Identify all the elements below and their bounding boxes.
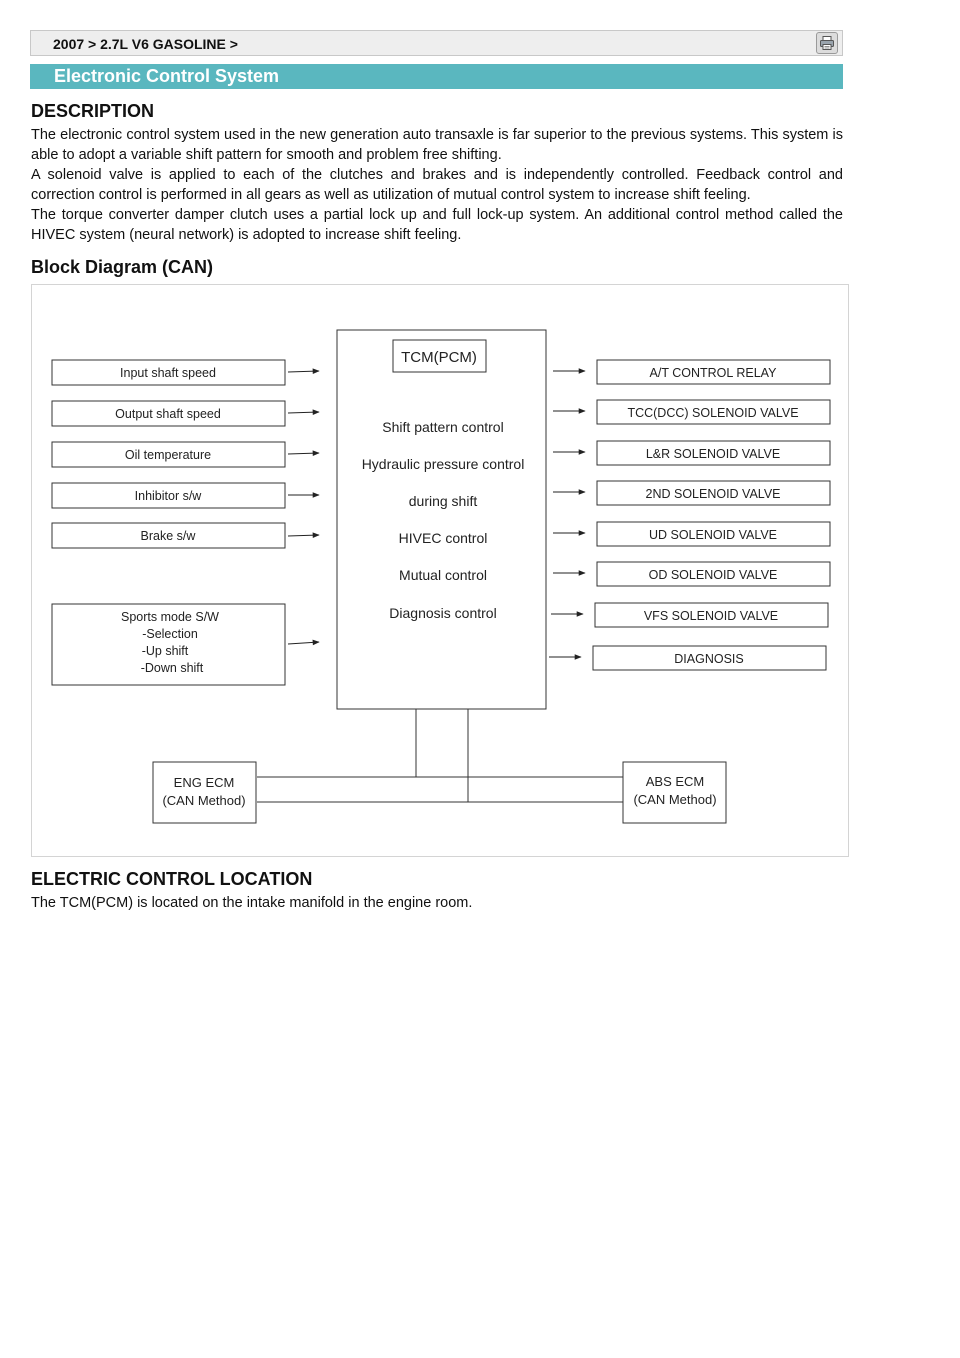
sports-mode-label: Sports mode S/W [121,610,219,624]
breadcrumb: 2007 > 2.7L V6 GASOLINE > [53,36,238,52]
block-diagram-heading: Block Diagram (CAN) [31,257,214,277]
tcm-title: TCM(PCM) [401,349,477,366]
input-label: Oil temperature [124,448,212,462]
input-arrow [288,642,319,644]
printer-icon [819,35,835,51]
description-paragraph-2: A solenoid valve is applied to each of the clutches and brakes and is independently controlled. Feedback control and correction control is performed in all gears as well as utilization of mutual control system to increase shift feeling. [31,167,843,203]
output-label: L&R SOLENOID VALVE [645,447,781,461]
input-arrow [288,371,319,372]
tcm-function: Diagnosis control [389,605,497,621]
input-label: Input shaft speed [120,366,216,380]
sports-mode-option: -Up shift [141,644,189,658]
description-paragraph-1: The electronic control system used in the new generation auto transaxle is far superior to the previous systems. This system is able to adopt a variable shift pattern for smooth and problem free shifting. [31,127,843,163]
block-diagram [31,284,849,857]
tcm-function: HIVEC control [398,530,488,546]
tcm-function: Shift pattern control [382,419,504,435]
output-label: VFS SOLENOID VALVE [643,609,779,623]
tcm-function: Hydraulic pressure control [361,456,525,472]
abs-ecm-label: ABS ECM [645,774,705,789]
output-label: OD SOLENOID VALVE [648,568,778,582]
tcm-function: during shift [408,493,478,509]
output-label: 2ND SOLENOID VALVE [645,487,781,501]
page-title: Electronic Control System [54,66,280,86]
input-arrow [288,535,319,536]
tcm-function: Mutual control [399,567,487,583]
location-heading: ELECTRIC CONTROL LOCATION [31,869,313,889]
abs-ecm-method: (CAN Method) [633,792,717,807]
input-label: Output shaft speed [115,407,221,421]
description-heading: DESCRIPTION [31,101,155,121]
title-bar [30,64,843,89]
print-button[interactable] [816,32,838,54]
input-arrow [288,453,319,454]
sports-mode-option: -Selection [142,627,198,641]
input-label: Brake s/w [140,529,196,543]
input-label: Inhibitor s/w [134,489,202,503]
block-diagram-svg [32,285,850,858]
description-paragraph-3: The torque converter damper clutch uses a partial lock up and full lock-up system. An additional control method called the HIVEC system (neural network) is adopted to increase shift feeling. [31,207,843,243]
output-label: TCC(DCC) SOLENOID VALVE [627,406,799,420]
input-arrow [288,412,319,413]
output-label: A/T CONTROL RELAY [649,366,777,380]
output-label: DIAGNOSIS [674,652,744,666]
location-text: The TCM(PCM) is located on the intake manifold in the engine room. [31,895,473,911]
tcm-box [337,330,546,709]
sports-mode-option: -Down shift [140,661,204,675]
output-label: UD SOLENOID VALVE [648,528,778,542]
breadcrumb-bar [30,30,843,56]
eng-ecm-label: ENG ECM [173,775,235,790]
eng-ecm-method: (CAN Method) [162,793,246,808]
